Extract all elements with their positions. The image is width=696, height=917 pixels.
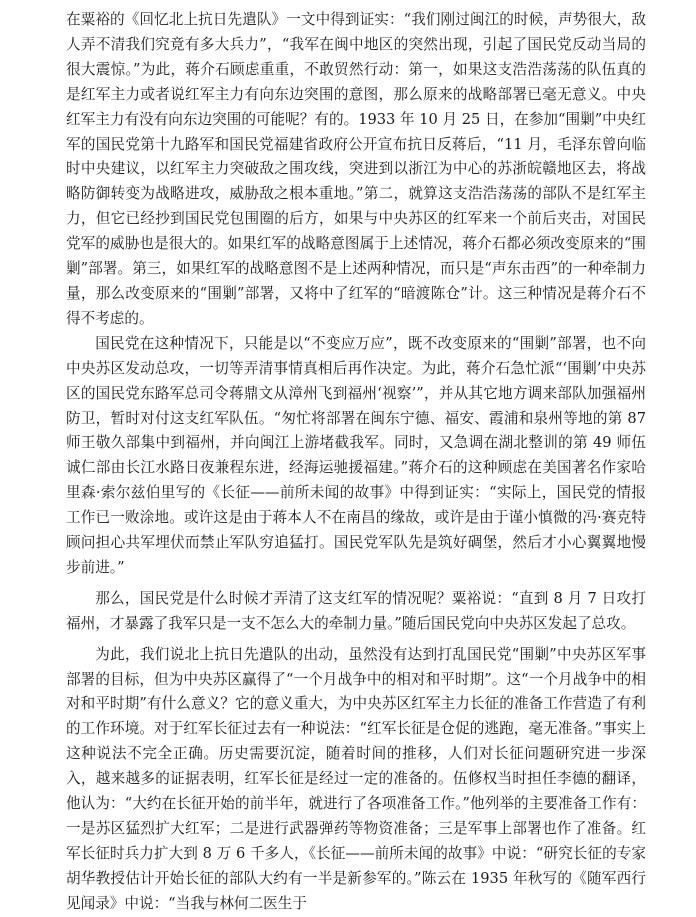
paragraph-2: 国民党在这种情况下，只能是以“不变应万应”，既不改变原来的“围剿”部署，也不向中央苏区发动总攻，一切等弄清事情真相后再作决定。为此，蒋介石急忙派“‘围剿’中央苏区的国民党东路军总司令蒋鼎文从漳州飞到福州‘视察’”，并从其它地方调来部队加强福州防卫，暂时对付这支红军队伍。“匆忙将部署在闽东宁德、福安、霞浦和泉州等地的第 87 师王敬久部集中到福州，并向闽江上游堵截我军。同时，又急调在湖北整训的第 49 师伍诚仁部由长江水路日夜兼程东进，经海运驰援福建。”蒋介石的这种顾虑在美国著名作家哈里森·索尔兹伯里写的《长征——前所未闻的故事》中得到证实：“实际上，国民党的情报工作已一败涂地。或许这是由于蒋本人不在南昌的缘故，或许是由于谨小慎微的冯·赛克特顾问担心共军埋伏而禁止军队穷追猛打。国民党军队先是筑好碉堡，然后才小心翼翼地慢步前进。” xyxy=(66,334,646,576)
paragraph-4: 为此，我们说北上抗日先遣队的出动，虽然没有达到打乱国民党“围剿”中央苏区军事部署的目标，但为中央苏区赢得了“一个月战争中的相对和平时期”。这“一个月战争中的相对和平时期”有什么意义？它的意义重大，为中央苏区红军主力长征的准备工作营造了有利的工作环境。对于红军长征过去有一种说法：“红军长征是仓促的逃跑，毫无准备。”事实上这种说法不完全正确。历史需要沉淀，随着时间的推移，人们对长征问题研究进一步深入，越来越多的证据表明，红军长征是经过一定的准备的。伍修权当时担任李德的翻译，他认为：“大约在长征开始的前半年，就进行了各项准备工作。”他列举的主要准备工作有：一是苏区猛烈扩大红军；二是进行武器弹药等物资准备；三是军事上部署也作了准备。红军长征时兵力扩大到 8 万 6 千多人，《长征——前所未闻的故事》中说：“研究长征的专家胡华教授估计开始长征的部队大约有一半是新参军的。”陈云在 1935 年秋写的《随军西行见闻录》中说：“当我与林何二医生于 xyxy=(66,645,646,912)
paragraph-3: 那么，国民党是什么时候才弄清了这支红军的情况呢？粟裕说：“直到 8 月 7 日攻打福州，才暴露了我军只是一支不怎么大的牵制力量。”随后国民党向中央苏区发起了总攻。 xyxy=(66,589,646,632)
paragraph-1: 在粟裕的《回忆北上抗日先遣队》一文中得到证实：“我们刚过闽江的时候，声势很大，敌人弄不清我们究竟有多大兵力”，“我军在闽中地区的突然出现，引起了国民党反动当局的很大震惊。”为此，蒋介石顾虑重重，不敢贸然行动：第一，如果这支浩浩荡荡的队伍真的是红军主力或者说红军主力有向东边突围的意图，那么原来的战略部署已毫无意义。中央红军主力有没有向东边突围的可能呢？有的。1933 年 10 月 25 日，在参加“围剿”中央红军的国民党第十九路军和国民党福建省政府公开宣布抗日反蒋后，“11 月，毛泽东曾向临时中央建议，以红军主力突破敌之围攻线，突进到以浙江为中心的苏浙皖赣地区去，将战略防御转变为战略进攻，威胁敌之根本重地。”第二，就算这支浩浩荡荡的部队不是红军主力，但它已经抄到国民党包围圈的后方，如果与中央苏区的红军来一个前后夹击，对国民党军的威胁也是很大的。如果红军的战略意图属于上述情况，蒋介石都必须改变原来的“围剿”部署。第三，如果红军的战略意图不是上述两种情况，而只是“声东击西”的一种牵制力量，那么改变原来的“围剿”部署，又将中了红军的“暗渡陈仓”计。这三种情况是蒋介石不得不考虑的。 xyxy=(66,11,646,327)
